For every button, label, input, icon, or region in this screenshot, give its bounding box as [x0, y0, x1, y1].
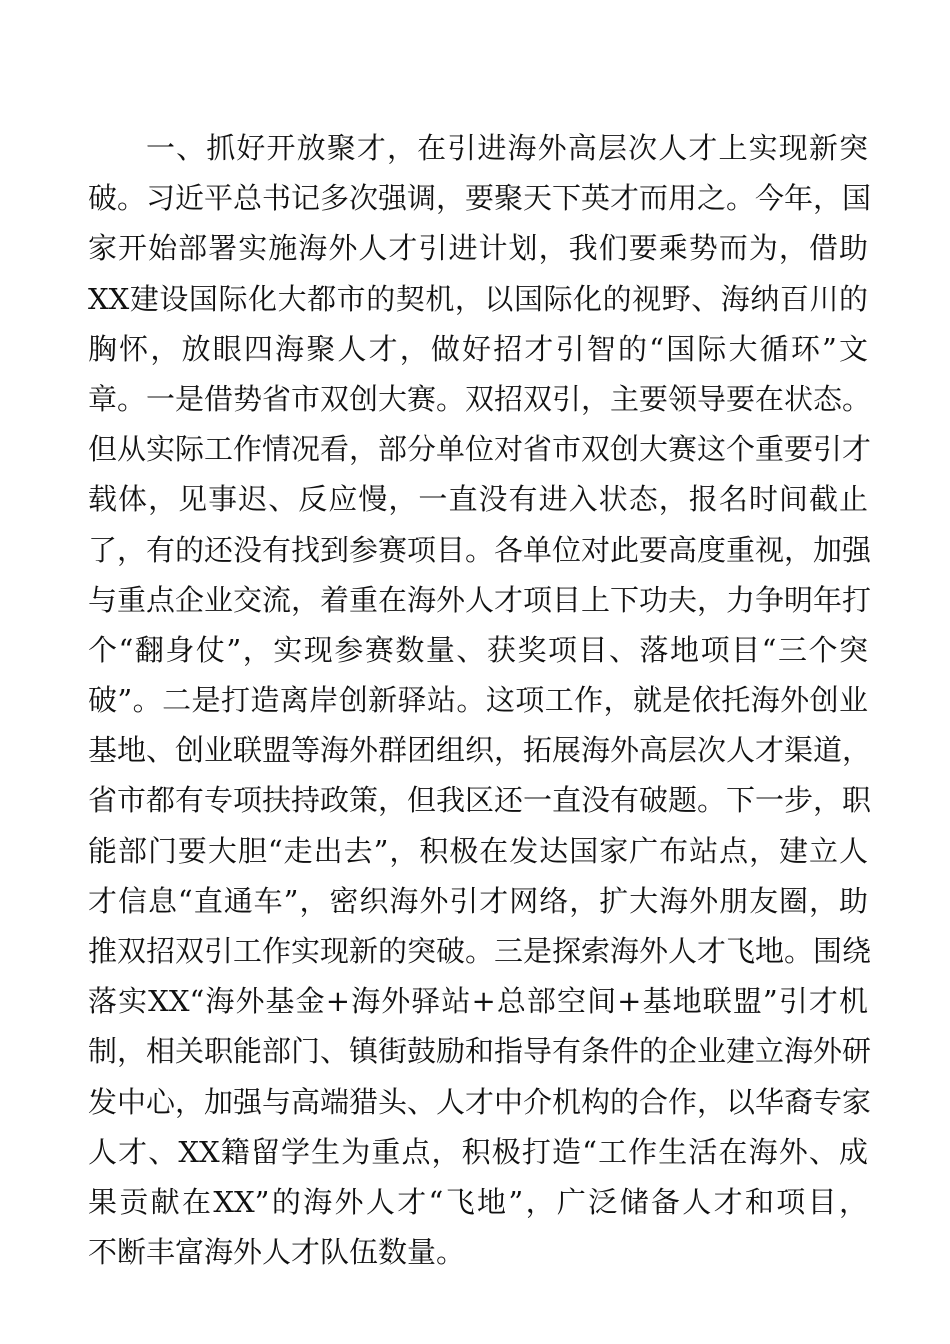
paragraph-line: 与重点企业交流，着重在海外人才项目上下功夫，力争明年打: [88, 582, 872, 617]
paragraph-line: 基地、创业联盟等海外群团组织，拓展海外高层次人才渠道，: [88, 733, 872, 768]
paragraph-line: 破”。二是打造离岸创新驿站。这项工作，就是依托海外创业: [88, 683, 868, 718]
paragraph-line: 家开始部署实施海外人才引进计划，我们要乘势而为，借助: [88, 231, 868, 266]
paragraph-line: 落实XX“海外基金+海外驿站+总部空间+基地联盟”引才机: [88, 984, 868, 1019]
paragraph-line: 才信息“直通车”，密织海外引才网络，扩大海外朋友圈，助: [88, 883, 868, 918]
paragraph-line: 不断丰富海外人才队伍数量。: [88, 1235, 466, 1270]
paragraph-line: 胸怀，放眼四海聚人才，做好招才引智的“国际大循环”文: [88, 331, 868, 366]
paragraph-line: 能部门要大胆“走出去”，积极在发达国家广布站点，建立人: [88, 833, 868, 868]
paragraph-line: 破。习近平总书记多次强调，要聚天下英才而用之。今年，国: [88, 181, 872, 216]
paragraph-line: XX建设国际化大都市的契机，以国际化的视野、海纳百川的: [88, 281, 868, 316]
paragraph-line: 载体，见事迟、反应慢，一直没有进入状态，报名时间截止: [88, 482, 868, 517]
paragraph-line: 发中心，加强与高端猎头、人才中介机构的合作，以华裔专家: [88, 1084, 872, 1119]
paragraph-line: 但从实际工作情况看，部分单位对省市双创大赛这个重要引才: [88, 432, 872, 467]
paragraph-line: 个“翻身仗”，实现参赛数量、获奖项目、落地项目“三个突: [88, 632, 868, 667]
paragraph-line: 章。一是借势省市双创大赛。双招双引，主要领导要在状态。: [88, 381, 872, 416]
body-paragraph: [88, 123, 872, 1277]
paragraph-line: 推双招双引工作实现新的突破。三是探索海外人才飞地。围绕: [88, 934, 872, 968]
paragraph-line: 果贡献在XX”的海外人才“飞地”，广泛储备人才和项目，: [88, 1184, 868, 1219]
paragraph-line: 一、抓好开放聚才，在引进海外高层次人才上实现新突: [146, 131, 868, 165]
paragraph-line: 了，有的还没有找到参赛项目。各单位对此要高度重视，加强: [88, 532, 872, 567]
paragraph-line: 制，相关职能部门、镇街鼓励和指导有条件的企业建立海外研: [88, 1034, 872, 1069]
paragraph-line: 人才、XX籍留学生为重点，积极打造“工作生活在海外、成: [88, 1134, 868, 1169]
paragraph-line: 省市都有专项扶持政策，但我区还一直没有破题。下一步，职: [88, 783, 872, 818]
